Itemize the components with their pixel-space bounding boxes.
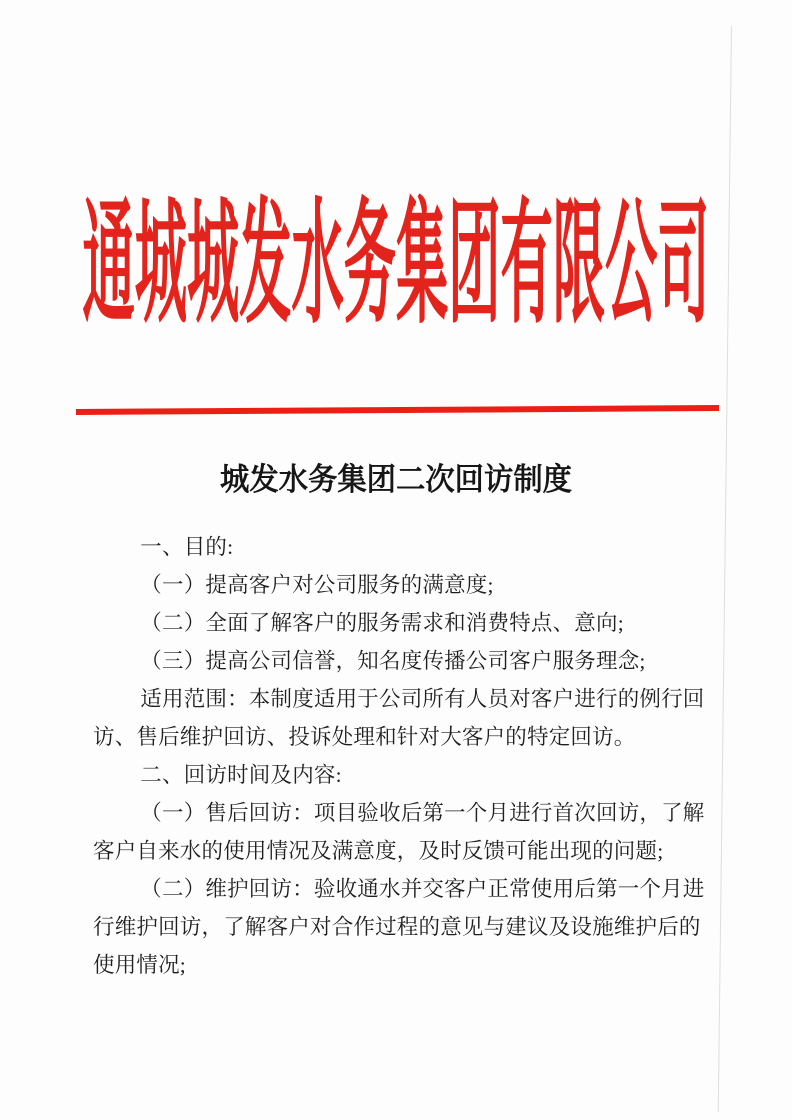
document-title-text: 城发水务集团二次回访制度	[220, 462, 572, 497]
body-line: 客户自来水的使用情况及满意度，及时反馈可能出现的问题;	[93, 839, 664, 863]
body-line: （三）提高公司信誉，知名度传播公司客户服务理念;	[140, 649, 646, 673]
company-name-text: 通城城发水务集团有限公司	[82, 191, 710, 340]
body-line: 适用范围：本制度适用于公司所有人员对客户进行的例行回	[140, 687, 705, 711]
body-line: 访、售后维护回访、投诉处理和针对大客户的特定回访。	[93, 725, 636, 749]
document-title	[0, 460, 792, 500]
company-letterhead	[0, 192, 792, 340]
body-line: （一）提高客户对公司服务的满意度;	[140, 573, 494, 597]
scan-artifact-line	[718, 26, 732, 1112]
body-line: （二）维护回访：验收通水并交客户正常使用后第一个月进	[140, 877, 705, 901]
body-line: 二、回访时间及内容:	[140, 763, 342, 787]
body-line: 一、目的:	[140, 535, 234, 559]
body-line: （二）全面了解客户的服务需求和消费特点、意向;	[140, 611, 624, 635]
letterhead-divider-rule	[76, 405, 719, 415]
document-body	[93, 528, 705, 984]
body-line: （一）售后回访：项目验收后第一个月进行首次回访，了解	[140, 801, 705, 825]
body-line: 行维护回访，了解客户对合作过程的意见与建议及设施维护后的	[93, 915, 701, 939]
body-line: 使用情况;	[93, 953, 186, 977]
